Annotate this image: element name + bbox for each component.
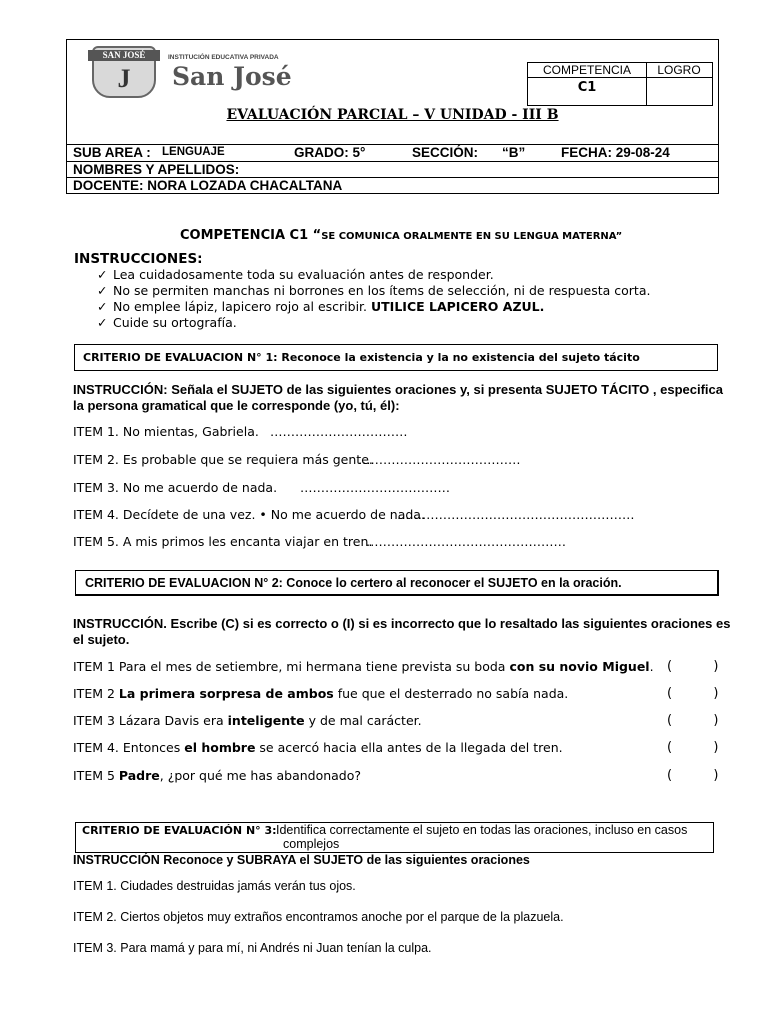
sub-area-label: SUB AREA :	[73, 145, 151, 160]
competencia-heading-prefix: COMPETENCIA C1 “	[180, 228, 322, 243]
criterio-1-box	[74, 344, 718, 371]
c1-item-2: ITEM 2. Es probable que se requiera más gente. …………………………………	[73, 452, 521, 467]
answer-blank[interactable]: ………………………………	[300, 480, 450, 495]
instrucciones-heading: INSTRUCCIONES:	[74, 251, 203, 267]
school-name: San José	[172, 62, 292, 91]
competencia-heading	[180, 226, 622, 244]
answer-blank[interactable]: …………………………………	[358, 452, 521, 467]
c2-item-3: ITEM 3 Lázara Davis era inteligente y de mal carácter.	[73, 713, 422, 728]
instruction-item-3: ✓ No emplee lápiz, lapicero rojo al escribir. UTILICE LAPICERO AZUL.	[97, 299, 545, 314]
check-icon: ✓	[97, 267, 108, 282]
answer-parentheses[interactable]: ( )	[667, 740, 719, 755]
docente: DOCENTE: NORA LOZADA CHACALTANA	[73, 178, 343, 193]
c1-item-1: ITEM 1. No mientas, Gabriela. ……………………………	[73, 424, 408, 439]
answer-parentheses[interactable]: ( )	[667, 659, 719, 674]
seccion-value: “B”	[502, 145, 526, 160]
answer-blank[interactable]: …………………………………………………	[397, 507, 635, 522]
nombres-apellidos: NOMBRES Y APELLIDOS:	[73, 162, 240, 177]
answer-parentheses[interactable]: ( )	[667, 686, 719, 701]
sub-area-value: LENGUAJE	[162, 146, 225, 158]
c3-item-3: ITEM 3. Para mamá y para mí, ni Andrés ni Juan tenían la culpa.	[73, 941, 432, 955]
answer-blank[interactable]: ……………………………	[270, 424, 408, 439]
competencia-header: COMPETENCIA	[542, 63, 631, 77]
criterio-3-label: CRITERIO DE EVALUACIÓN N° 3:	[82, 824, 277, 837]
criterio-2-box	[75, 570, 719, 596]
c3-item-1: ITEM 1. Ciudades destruidas jamás verán tus ojos.	[73, 879, 356, 893]
logro-header: LOGRO	[657, 63, 701, 77]
crest-ribbon-text: SAN JOSÉ	[88, 50, 160, 61]
school-logo	[88, 46, 318, 100]
competencia-heading-text: SE COMUNICA ORALMENTE EN SU LENGUA MATERNA”	[321, 231, 623, 242]
answer-parentheses[interactable]: ( )	[667, 768, 719, 783]
answer-blank[interactable]: …………………………………………	[366, 534, 566, 549]
criterio-1: CRITERIO DE EVALUACION N° 1: Reconoce la existencia y la no existencia del sujeto tácito	[83, 351, 640, 364]
check-icon: ✓	[97, 283, 108, 298]
c2-item-4: ITEM 4. Entonces el hombre se acercó hacia ella antes de la llegada del tren.	[73, 740, 563, 755]
criterio-2-instruction-line2: el sujeto.	[73, 632, 130, 647]
c2-item-2: ITEM 2 La primera sorpresa de ambos fue que el desterrado no sabía nada.	[73, 686, 569, 701]
c1-item-5: ITEM 5. A mis primos les encanta viajar en tren. …………………………………………	[73, 534, 566, 549]
criterio-1-instruction-line2: la persona gramatical que le corresponde (yo, tú, él):	[73, 398, 400, 413]
competencia-value: C1	[577, 80, 597, 95]
fecha: FECHA: 29-08-24	[561, 145, 670, 160]
criterio-2-instruction: INSTRUCCIÓN. Escribe (C) si es correcto o (I) si es incorrecto que lo resaltado las siguientes oraciones es	[73, 616, 731, 631]
c1-item-3: ITEM 3. No me acuerdo de nada. ………………………………	[73, 480, 450, 495]
c2-item-5: ITEM 5 Padre, ¿por qué me has abandonado?	[73, 768, 362, 783]
instruction-item-4: ✓ Cuide su ortografía.	[97, 315, 237, 330]
check-icon: ✓	[97, 299, 108, 314]
crest-monogram: J	[117, 64, 131, 93]
exam-title: EVALUACIÓN PARCIAL – V UNIDAD - III B	[226, 107, 559, 123]
check-icon: ✓	[97, 315, 108, 330]
instruction-item-1: ✓ Lea cuidadosamente toda su evaluación antes de responder.	[97, 267, 494, 282]
criterio-3-text-line2: complejos	[283, 837, 340, 851]
grado: GRADO: 5°	[294, 145, 366, 160]
criterio-3-instruction: INSTRUCCIÓN Reconoce y SUBRAYA el SUJETO de las siguientes oraciones	[73, 853, 530, 867]
criterio-3-box	[75, 822, 714, 853]
instruction-item-2: ✓ No se permiten manchas ni borrones en los ítems de selección, ni de respuesta corta.	[97, 283, 651, 298]
c2-item-1: ITEM 1 Para el mes de setiembre, mi hermana tiene prevista su boda con su novio Miguel.	[73, 659, 654, 674]
criterio-1-instruction: INSTRUCCIÓN: Señala el SUJETO de las siguientes oraciones y, si presenta SUJETO TÁCITO , especifica	[73, 382, 723, 397]
competencia-logro-table	[527, 62, 713, 106]
seccion-label: SECCIÓN:	[412, 145, 479, 160]
answer-parentheses[interactable]: ( )	[667, 713, 719, 728]
institution-type: INSTITUCIÓN EDUCATIVA PRIVADA	[168, 54, 279, 61]
c3-item-2: ITEM 2. Ciertos objetos muy extraños encontramos anoche por el parque de la plazuela.	[73, 910, 564, 924]
school-crest-icon	[88, 46, 160, 100]
c1-item-4: ITEM 4. Decídete de una vez. • No me acuerdo de nada. …………………………………………………	[73, 507, 635, 522]
criterio-2: CRITERIO DE EVALUACION N° 2: Conoce lo certero al reconocer el SUJETO en la oración.	[85, 576, 622, 590]
criterio-3-text: Identifica correctamente el sujeto en todas las oraciones, incluso en casos	[276, 823, 688, 837]
